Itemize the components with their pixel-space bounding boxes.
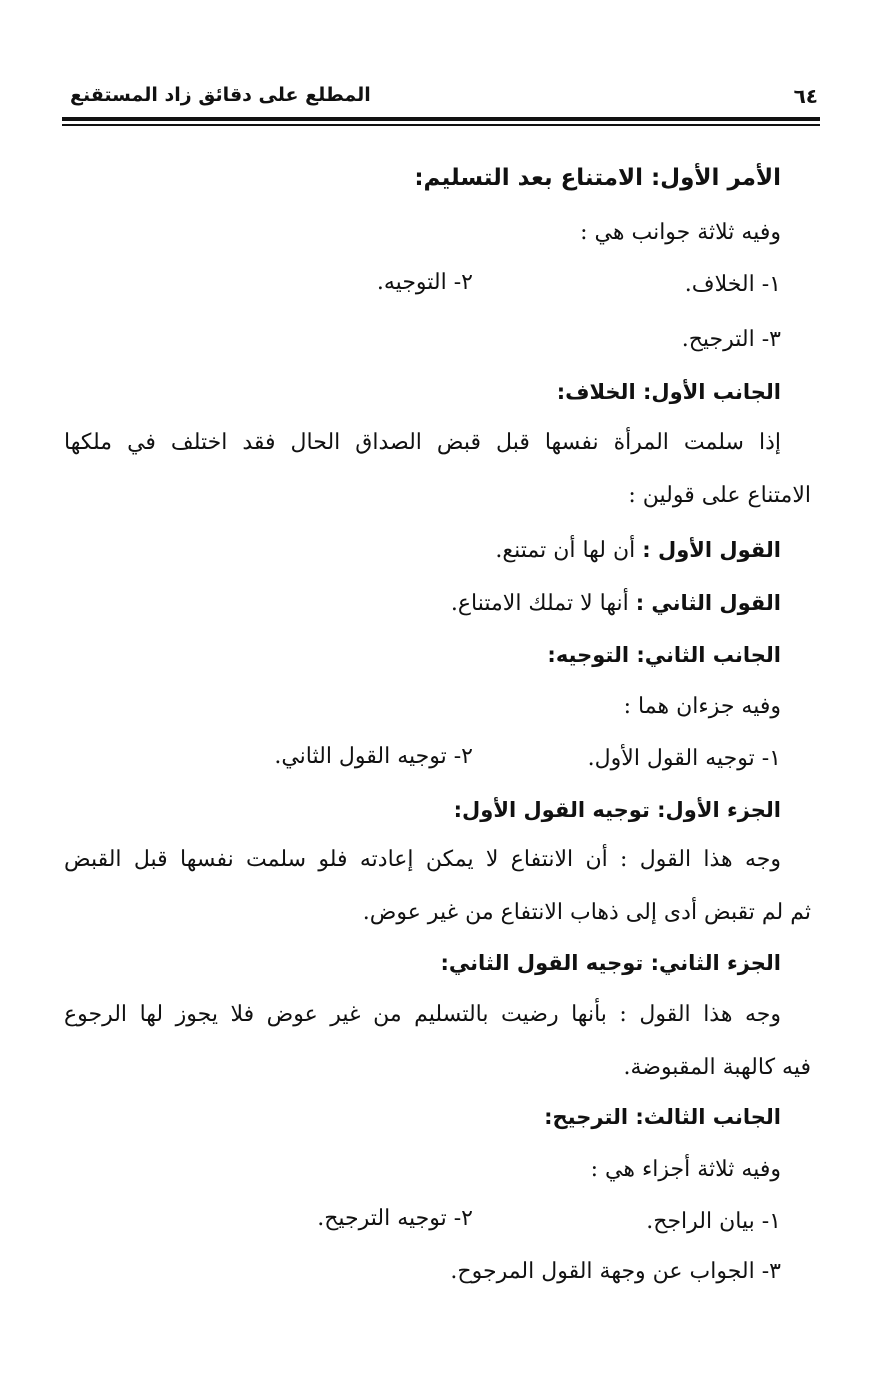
paragraph1-line2: الامتناع على قولين : (628, 483, 811, 508)
aspect1-heading: الجانب الأول: الخلاف: (556, 380, 781, 404)
aspect2-heading: الجانب الثاني: التوجيه: (547, 643, 781, 667)
parts-list-item-1: ١- توجيه القول الأول. (587, 746, 781, 771)
opinion2 (451, 588, 781, 619)
intro-two-parts: وفيه جزءان هما : (623, 694, 781, 719)
intro-three-aspects: وفيه ثلاثة جوانب هي : (580, 220, 781, 245)
aspect3-heading: الجانب الثالث: الترجيح: (544, 1105, 781, 1129)
opinion1-text: أن لها أن تمتنع. (495, 538, 636, 563)
part2-heading: الجزء الثاني: توجيه القول الثاني: (440, 951, 781, 975)
aspect-list-item-3: ٣- الترجيح. (681, 327, 781, 352)
opinion1 (495, 535, 781, 566)
running-header (62, 84, 820, 114)
intro-three-parts: وفيه ثلاثة أجزاء هي : (590, 1157, 781, 1182)
aspect-list-item-2: ٢- التوجيه. (376, 270, 473, 295)
tarjih-list-item-1: ١- بيان الراجح. (646, 1209, 781, 1234)
tarjih-list-item-3: ٣- الجواب عن وجهة القول المرجوح. (450, 1259, 781, 1284)
paragraph3-line2: فيه كالهبة المقبوضة. (623, 1055, 811, 1080)
header-rule-thin (62, 124, 820, 126)
paragraph1-line1: إذا سلمت المرأة نفسها قبل قبض الصداق الحال فقد اختلف في ملكها (64, 430, 781, 455)
paragraph3-line1: وجه هذا القول : بأنها رضيت بالتسليم من غير عوض فلا يجوز لها الرجوع (64, 1002, 781, 1027)
paragraph2-line1: وجه هذا القول : أن الانتفاع لا يمكن إعادته فلو سلمت نفسها قبل القبض (64, 847, 781, 872)
parts-list-item-2: ٢- توجيه القول الثاني. (274, 744, 473, 769)
opinion1-term: القول الأول : (642, 538, 781, 562)
page-number: ٦٤ (793, 84, 818, 108)
part1-heading: الجزء الأول: توجيه القول الأول: (453, 798, 781, 822)
opinion2-term: القول الثاني : (635, 591, 781, 615)
tarjih-list-item-2: ٢- توجيه الترجيح. (317, 1206, 473, 1231)
aspect-list-item-1: ١- الخلاف. (684, 272, 781, 297)
main-heading: الأمر الأول: الامتناع بعد التسليم: (414, 165, 781, 191)
header-rule-thick (62, 117, 820, 121)
book-title: المطلع على دقائق زاد المستقنع (70, 84, 371, 106)
opinion2-text: أنها لا تملك الامتناع. (450, 591, 629, 616)
paragraph2-line2: ثم لم تقبض أدى إلى ذهاب الانتفاع من غير عوض. (362, 900, 811, 925)
